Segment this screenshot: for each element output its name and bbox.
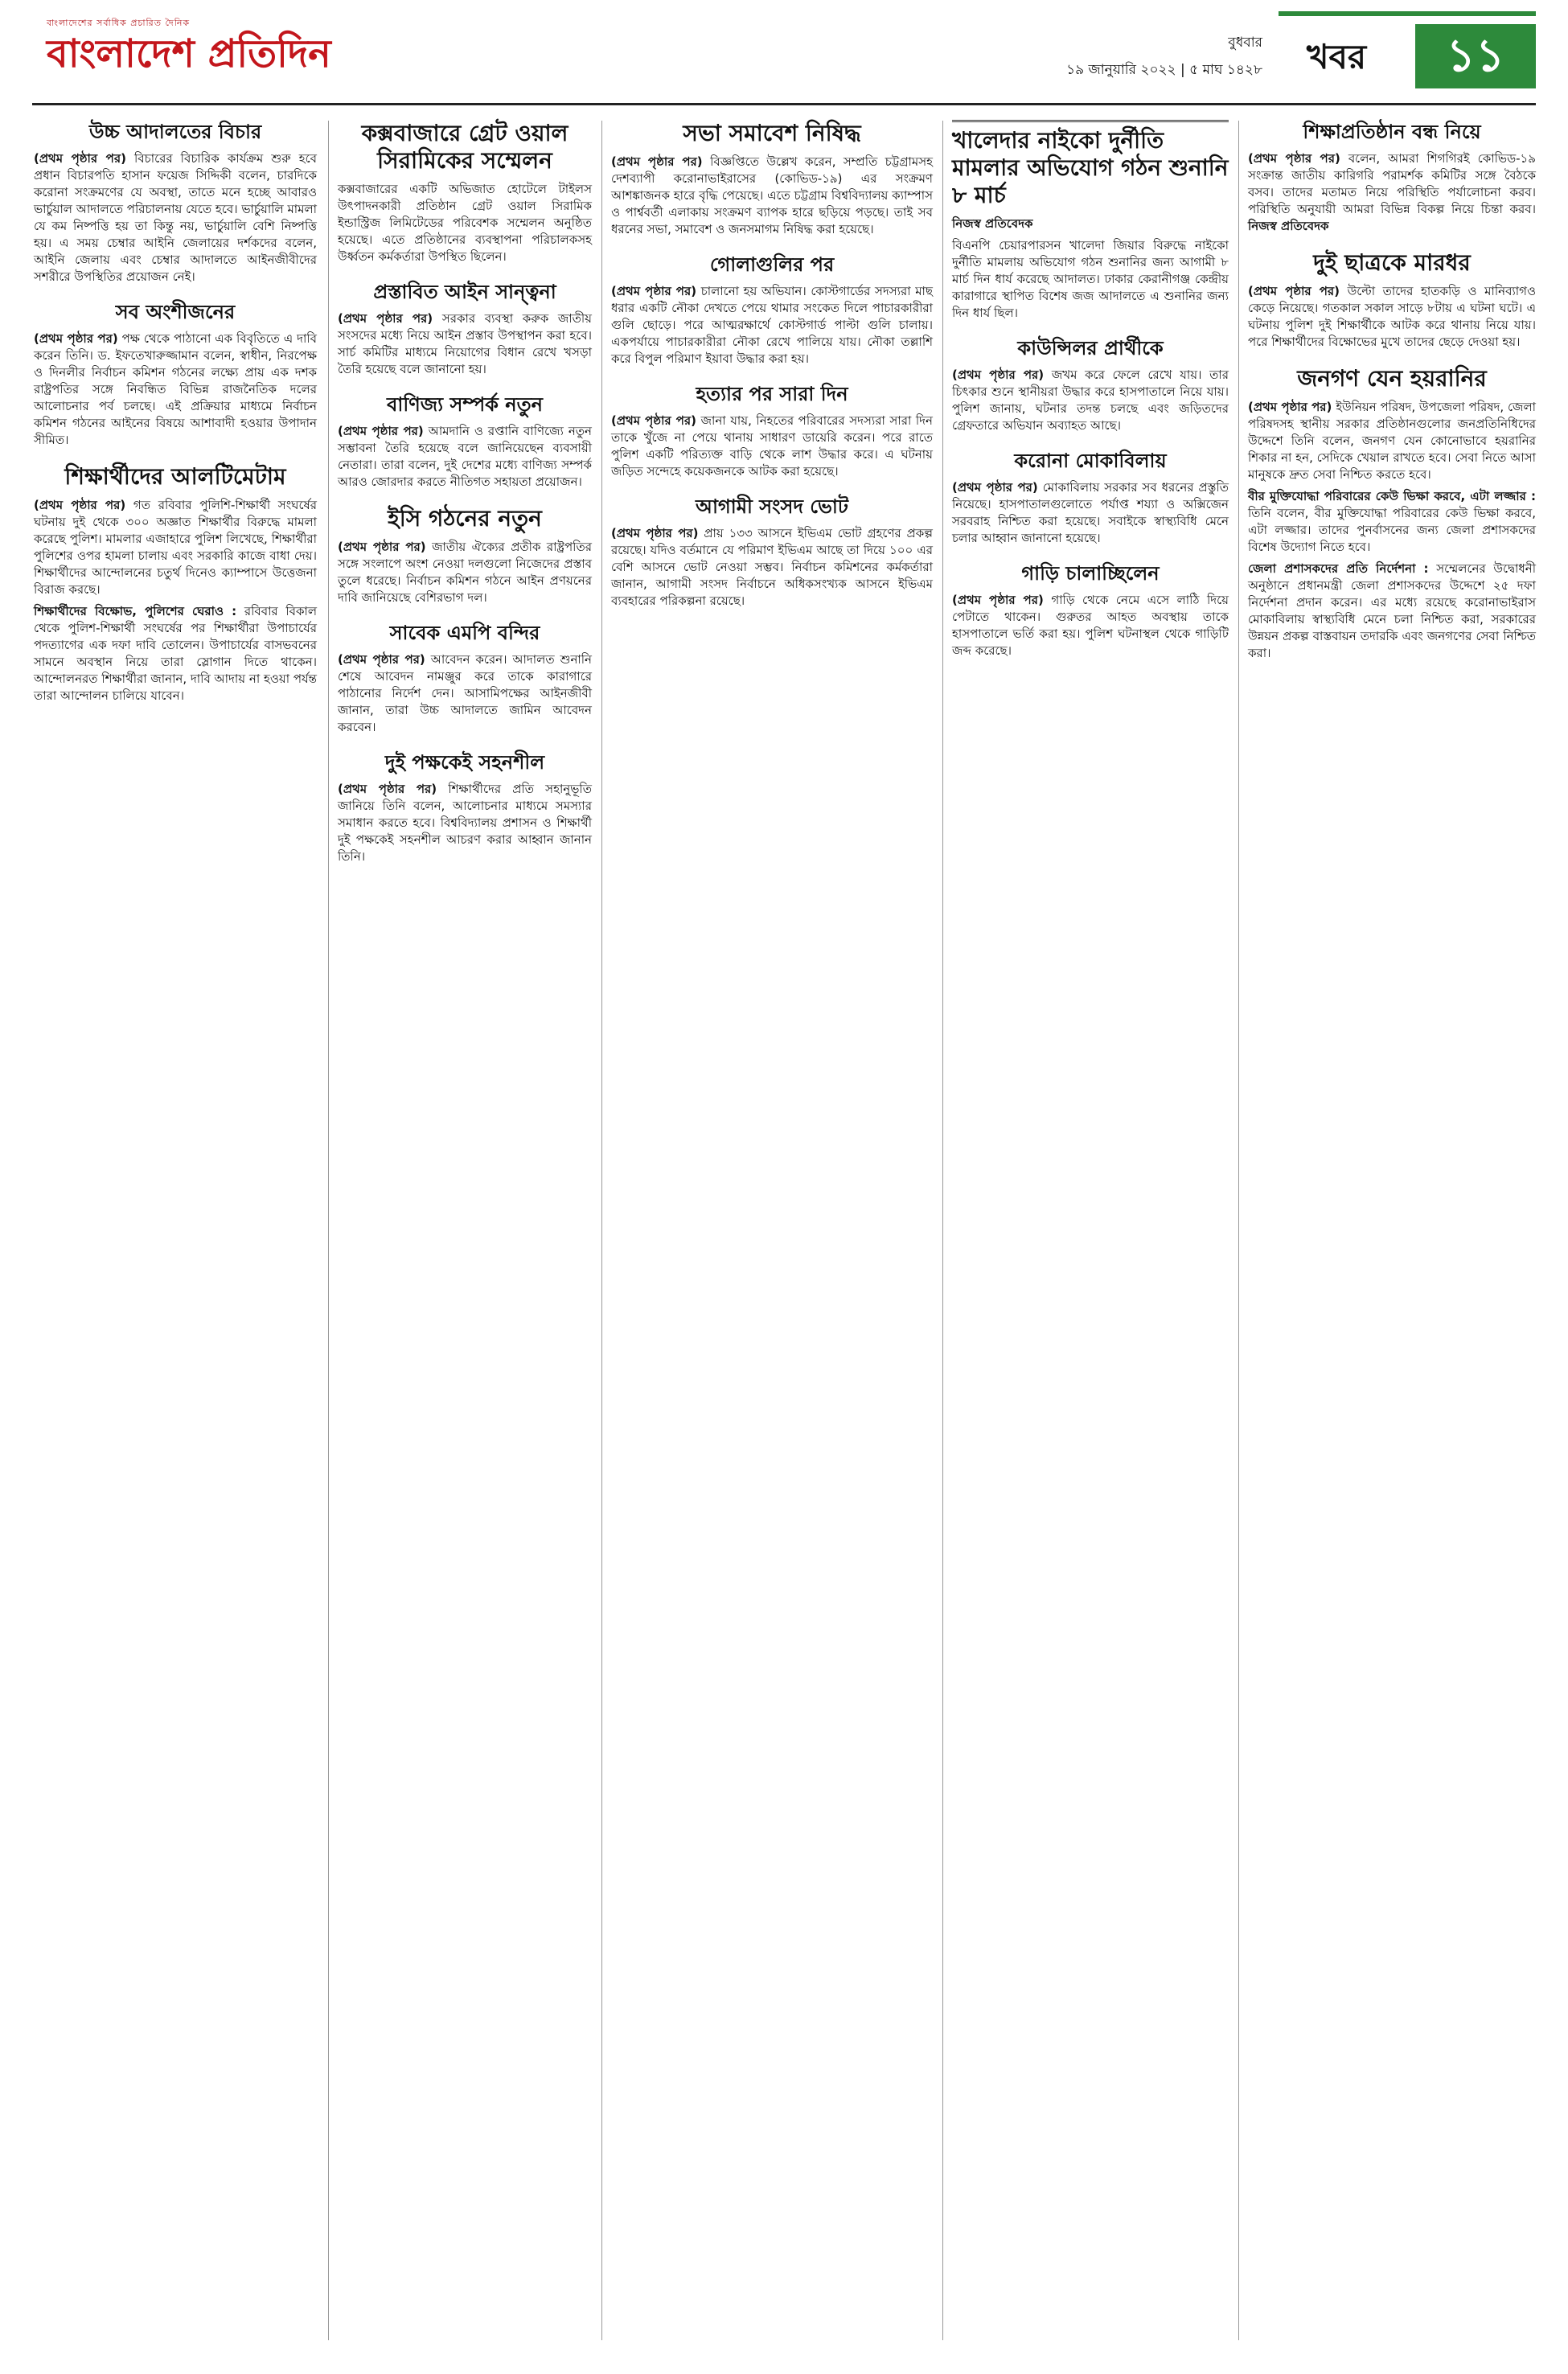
paper-name: বাংলাদেশ প্রতিদিন: [47, 31, 331, 76]
article-body: চালানো হয় অভিযান। কোস্টগার্ডের সদস্যরা মাছ ধরার একটি নৌকা দেখতে পেয়ে থামার সংকেত দিলে পাচারকারীরা গুলি ছোড়ে। পরে আত্মরক্ষার্থে কোস্টগার্ড পাল্টা গুলি চালায়। একপর্যায়ে পাচারকারীরা নৌকা রেখে পালিয়ে যায়। নৌকা তল্লাশি করে বিপুল পরিমাণ ইয়াবা উদ্ধার করা হয়।: [611, 284, 933, 366]
continuation-label: (প্রথম পৃষ্ঠার পর): [338, 782, 437, 796]
subheading: বীর মুক্তিযোদ্ধা পরিবারের কেউ ভিক্ষা করবে, এটা লজ্জার :: [1248, 489, 1536, 503]
headline[interactable]: কক্সবাজারে গ্রেট ওয়াল সিরামিকের সম্মেলন: [361, 120, 569, 174]
issue-date: ১৯ জানুয়ারি ২০২২ | ৫ মাঘ ১৪২৮: [1066, 62, 1262, 78]
article-body: জানা যায়, নিহতের পরিবারের সদস্যরা সারা দিন তাকে খুঁজে না পেয়ে থানায় সাধারণ ডায়েরি করেন। পরে রাতে পুলিশ একটি পরিত্যক্ত বাড়ি থেকে লাশ উদ্ধার করে। এ ঘটনায় জড়িত সন্দেহে কয়েকজনকে আটক করা হয়েছে।: [611, 413, 933, 478]
article-next-election: [611, 495, 933, 610]
article-gunfight: [611, 253, 933, 368]
headline[interactable]: করোনা মোকাবিলায়: [1014, 449, 1167, 472]
article-body: সরকার ব্যবস্থা করুক জাতীয় সংসদের মধ্যে নিয়ে আইন প্রস্তাব উপস্থাপন করা হবে। সার্চ কমিটির মাধ্যমে নিয়োগের বিধান রেখে খসড়া তৈরি হয়েছে বলে জানানো হয়।: [338, 311, 592, 376]
masthead-rule: [32, 103, 1536, 105]
continuation-label: (প্রথম পৃষ্ঠার পর): [611, 154, 703, 169]
article-court-trial: [34, 120, 317, 285]
continuation-label: (প্রথম পৃষ্ঠার পর): [952, 593, 1044, 607]
headline[interactable]: জনগণ যেন হয়রানির: [1297, 365, 1487, 392]
continuation-label: (প্রথম পৃষ্ঠার পর): [611, 526, 699, 540]
article-body: শিক্ষার্থীদের প্রতি সহানুভূতি জানিয়ে তিনি বলেন, আলোচনার মাধ্যমে সমস্যার সমাধান করতে হবে। বিশ্ববিদ্যালয় প্রশাসন ও শিক্ষার্থী দুই পক্ষকেই সহনশীল আচরণ করার আহ্বান জানান তিনি।: [338, 782, 592, 864]
column-divider: [942, 121, 943, 2340]
article-corona-response: [952, 449, 1229, 547]
continuation-label: (প্রথম পৃষ্ঠার পর): [34, 151, 126, 166]
continuation-label: (প্রথম পৃষ্ঠার পর): [338, 652, 425, 667]
article-body: সম্মেলনের উদ্বোধনী অনুষ্ঠানে প্রধানমন্ত্রী জেলা প্রশাসকদের উদ্দেশে ২৫ দফা নির্দেশনা প্রদান করেন। এর মধ্যে রয়েছে করোনাভাইরাস মোকাবিলায় স্বাস্থ্যবিধি মেনে চলা নিশ্চিত করা, সরকারের উন্নয়ন প্রকল্প বাস্তবায়ন তদারকি এবং জনগণের সেবা নিশ্চিত করা।: [1248, 561, 1536, 660]
masthead: [0, 0, 1568, 121]
article-body: আমদানি ও রপ্তানি বাণিজ্যে নতুন সম্ভাবনা তৈরি হয়েছে বলে জানিয়েছেন ব্যবসায়ী নেতারা। তারা বলেন, দুই দেশের মধ্যে বাণিজ্য সম্পর্ক আরও জোরদার করতে নীতিগত সহায়তা প্রয়োজন।: [338, 424, 592, 489]
article-no-harassment: [1248, 365, 1536, 662]
article-body: উল্টো তাদের হাতকড়ি ও মানিব্যাগও কেড়ে নিয়েছে। গতকাল সকাল সাড়ে ৮টায় এ ঘটনা ঘটে। এ ঘটনায় পুলিশ দুই শিক্ষার্থীকে আটক করে থানায় নিয়ে যায়। পরে শিক্ষার্থীদের বিক্ষোভের মুখে তাদের ছেড়ে দেওয়া হয়।: [1248, 284, 1536, 349]
article-body: বিজ্ঞপ্তিতে উল্লেখ করেন, সম্প্রতি চট্টগ্রামসহ দেশব্যাপী করোনাভাইরাসের (কোভিড-১৯) এর সংক্রমণ আশঙ্কাজনক হারে বৃদ্ধি পেয়েছে। এতে চট্টগ্রাম বিশ্ববিদ্যালয় ক্যাম্পাস ও পার্শ্ববর্তী এলাকায় সংক্রমণ ব্যাপক হারে ছড়িয়ে পড়ছে। তাই সব ধরনের সভা, সমাবেশ ও জনসমাগম নিষিদ্ধ করা হয়েছে।: [611, 154, 933, 236]
subheading: শিক্ষার্থীদের বিক্ষোভ, পুলিশের ঘেরাও :: [34, 604, 237, 618]
column-4: [952, 117, 1229, 674]
column-2: [338, 117, 592, 880]
article-body: বিচারের বিচারিক কার্যক্রম শুরু হবে প্রধান বিচারপতি হাসান ফয়েজ সিদ্দিকী বলেন, চারদিকে করোনা সংক্রমণের যে অবস্থা, তাতে মনে হচ্ছে আবারও ভার্চুয়াল আদালতে পরিচালনায় যেতে হবে। ভার্চুয়ালি মামলা যে কম নিষ্পত্তি হয় তা কিন্তু নয়, ভার্চুয়ালি বেশি নিষ্পত্তি হয়। এ সময় চেম্বার আইনি জেলায়ের দৰ্শকদের বলেন, আইনি জেলায় এবং চেম্বার আদালতে আইনজীবীদের সশরীরে উপস্থিতির প্রয়োজন নেই।: [34, 151, 317, 284]
headline[interactable]: শিক্ষাপ্রতিষ্ঠান বন্ধ নিয়ে: [1303, 120, 1481, 143]
article-body: গত রবিবার পুলিশি-শিক্ষার্থী সংঘর্ষের ঘটনায় দুই থেকে ৩০০ অজ্ঞাত শিক্ষার্থীর বিরুদ্ধে মামলা করেছে পুলিশ। মামলার এজাহারে পুলিশ লিখেছে, শিক্ষার্থীরা পুলিশের ওপর হামলা চালায় এবং সরকারি কাজে বাধা দেয়। শিক্ষার্থীদের আন্দোলনের চতুর্থ দিনেও ক্যাম্পাসে উত্তেজনা বিরাজ করছে।: [34, 498, 317, 597]
continuation-label: (প্রথম পৃষ্ঠার পর): [1248, 284, 1340, 298]
article-body: ইউনিয়ন পরিষদ, উপজেলা পরিষদ, জেলা পরিষদসহ স্থানীয় সরকার প্রতিষ্ঠানগুলোর জনপ্রতিনিধিদের উদ্দেশে তিনি বলেন, জনগণ যেন কোনোভাবে হয়রানির শিকার না হন, সেদিকে খেয়াল রাখতে হবে। সেবা নিতে আসা মানুষকে দ্রুত সেবা নিশ্চিত করতে হবে।: [1248, 400, 1536, 482]
headline[interactable]: শিক্ষার্থীদের আলটিমেটাম: [64, 463, 286, 490]
logo-tagline: বাংলাদেশের সর্বাধিক প্রচারিত দৈনিক: [47, 18, 191, 28]
continuation-label: (প্রথম পৃষ্ঠার পর): [611, 284, 697, 298]
continuation-label: (প্রথম পৃষ্ঠার পর): [1248, 151, 1340, 166]
headline[interactable]: বাণিজ্য সম্পর্ক নতুন: [387, 392, 543, 416]
article-body: রবিবার বিকাল থেকে পুলিশ-শিক্ষার্থী সংঘর্ষের পর শিক্ষার্থীরা উপাচার্যের পদত্যাগের এক দফা দাবি তোলেন। উপাচার্যের বাসভবনের সামনে অবস্থান নিয়ে তারা স্লোগান দিতে থাকেন। আন্দোলনরত শিক্ষার্থীরা জানান, দাবি আদায় না হওয়া পর্যন্ত তারা আন্দোলন চালিয়ে যাবেন।: [34, 604, 317, 703]
article-body: কক্সবাজারের একটি অভিজাত হোটেলে টাইলস উৎপাদনকারী প্রতিষ্ঠান গ্রেট ওয়াল সিরামিক ইন্ডাস্ট্রিজ লিমিটেডের পরিবেশক সম্মেলন অনুষ্ঠিত হয়েছে। এতে প্রতিষ্ঠানের ব্যবস্থাপনা পরিচালকসহ উর্ধ্বতন কর্মকর্তারা উপস্থিত ছিলেন।: [338, 182, 592, 264]
article-both-sides-tolerant: [338, 750, 592, 865]
column-5: [1248, 117, 1536, 676]
article-body: আবেদন করেন। আদালত শুনানি শেষে আবেদন নামঞ্জুর করে তাকে কারাগারে পাঠানোর নির্দেশ দেন। আসামিপক্ষের আইনজীবী জানান, তারা উচ্চ আদালতে জামিন আবেদন করবেন।: [338, 652, 592, 734]
column-divider: [328, 121, 329, 2340]
continuation-label: (প্রথম পৃষ্ঠার পর): [952, 368, 1045, 382]
continuation-label: (প্রথম পৃষ্ঠার পর): [338, 311, 433, 326]
article-trade-relations: [338, 392, 592, 491]
article-body: গাড়ি থেকে নেমে এসে লাঠি দিয়ে পেটাতে থাকেন। গুরুতর আহত অবস্থায় তাকে হাসপাতালে ভর্তি করা হয়। পুলিশ ঘটনাস্থল থেকে গাড়িটি জব্দ করেছে।: [952, 593, 1229, 658]
article-driving: [952, 561, 1229, 659]
continuation-label: (প্রথম পৃষ্ঠার পর): [611, 413, 697, 428]
headline[interactable]: দুই ছাত্রকে মারধর: [1313, 249, 1471, 276]
column-1: [34, 117, 317, 719]
article-body: জখম করে ফেলে রেখে যায়। তার চিৎকার শুনে স্থানীয়রা উদ্ধার করে হাসপাতালে নিয়ে যায়। পুলিশ জানায়, ঘটনার তদন্ত চলছে এবং জড়িতদের গ্রেফতারে অভিযান অব্যাহত আছে।: [952, 368, 1229, 433]
article-body: তিনি বলেন, বীর মুক্তিযোদ্ধা পরিবারের কেউ ভিক্ষা করবে, এটা লজ্জার। তাদের পুনর্বাসনের জন্য জেলা প্রশাসকদের বিশেষ উদ্যোগ নিতে হবে।: [1248, 506, 1536, 554]
weekday: বুধবার: [1228, 35, 1262, 51]
column-divider: [601, 121, 602, 2340]
byline: নিজস্ব প্রতিবেদক: [1248, 219, 1329, 233]
headline[interactable]: সব অংশীজনের: [115, 300, 236, 323]
continuation-label: (প্রথম পৃষ্ঠার পর): [34, 498, 126, 512]
article-body: বিএনপি চেয়ারপারসন খালেদা জিয়ার বিরুদ্ধে নাইকো দুর্নীতি মামলায় অভিযোগ গঠন শুনানির জন্য আগামী ৮ মার্চ দিন ধার্য করেছে আদালত। ঢাকার কেরানীগঞ্জ কেন্দ্রীয় কারাগারে স্থাপিত বিশেষ জজ আদালতে এ শুনানির জন্য দিন ধার্য ছিল।: [952, 238, 1229, 320]
article-student-ultimatum: [34, 463, 317, 704]
article-all-stakeholders: [34, 300, 317, 449]
headline[interactable]: হত্যার পর সারা দিন: [696, 382, 848, 405]
article-body: প্রায় ১৩৩ আসনে ইভিএম ভোট গ্রহণের প্রকল্প রয়েছে। যদিও বর্তমানে যে পরিমাণ ইভিএম আছে তা দিয়ে ১০০ এর বেশি আসনে ভোট নেওয়া সম্ভব। নির্বাচন কমিশনের কর্মকর্তারা জানান, আগামী সংসদ নির্বাচনে অধিকসংখ্যক আসনে ইভিএম ব্যবহারের পরিকল্পনা রয়েছে।: [611, 526, 933, 608]
article-proposed-law: [338, 280, 592, 378]
column-3: [611, 117, 933, 624]
newspaper-logo: [47, 16, 331, 76]
article-body: বলেন, আমরা শিগগিরই কোভিড-১৯ সংক্রান্ত জাতীয় কারিগরি পরামর্শক কমিটির সঙ্গে বৈঠকে বসব। তাদের মতামত নিয়ে পরিস্থিতি পর্যালোচনা করব। পরিস্থিতি অনুযায়ী আমরা বিভিন্ন বিকল্প নিয়ে চিন্তা করব।: [1248, 151, 1536, 216]
subheading: জেলা প্রশাসকদের প্রতি নির্দেশনা :: [1248, 561, 1429, 576]
article-ec-formation: [338, 505, 592, 606]
headline[interactable]: কাউন্সিলর প্রার্থীকে: [1017, 336, 1164, 359]
headline[interactable]: আগামী সংসদ ভোট: [696, 495, 848, 518]
continuation-label: (প্রথম পৃষ্ঠার পর): [338, 540, 426, 554]
article-councillor-candidate: [952, 336, 1229, 434]
byline: নিজস্ব প্রতিবেদক: [952, 216, 1033, 231]
continuation-label: (প্রথম পৃষ্ঠার পর): [34, 331, 118, 346]
column-divider: [1238, 121, 1239, 2340]
article-body: জাতীয় ঐক্যের প্রতীক রাষ্ট্রপতির সঙ্গে সংলাপে অংশ নেওয়া দলগুলো নিজেদের প্রস্তাব তুলে ধরেছে। নির্বাচন কমিশন গঠনে আইন প্রণয়নের দাবি জানিয়েছে বেশিরভাগ দল।: [338, 540, 592, 605]
article-two-students-beaten: [1248, 249, 1536, 351]
headline[interactable]: সাবেক এমপি বন্দির: [389, 621, 540, 644]
article-school-closure: [1248, 120, 1536, 235]
continuation-label: (প্রথম পৃষ্ঠার পর): [952, 480, 1038, 495]
section-name: খবর: [1307, 37, 1367, 76]
article-former-mp: [338, 621, 592, 736]
article-niko-case: [952, 120, 1229, 322]
headline[interactable]: গোলাগুলির পর: [709, 253, 835, 276]
date-block: [1021, 32, 1262, 82]
headline[interactable]: খালেদার নাইকো দুর্নীতি মামলার অভিযোগ গঠন শুনানি ৮ মার্চ: [952, 120, 1229, 209]
headline[interactable]: গাড়ি চালাচ্ছিলেন: [1021, 561, 1160, 585]
headline[interactable]: উচ্চ আদালতের বিচার: [88, 120, 262, 143]
article-after-murder: [611, 382, 933, 480]
article-great-wall-ceramic: [338, 120, 592, 265]
article-body: পক্ষ থেকে পাঠানো এক বিবৃতিতে এ দাবি করেন তিনি। ড. ইফতেখারুজ্জামান বলেন, স্বাধীন, নিরপেক্ষ ও দিনলীর নির্বাচন কমিশন গঠনের লক্ষ্যে প্রায় এক দশক রাষ্ট্রপতির সঙ্গে নিবন্ধিত বিভিন্ন রাজনৈতিক দলের আলোচনার পর্ব চলছে। এই প্রক্রিয়ার মাধ্যমে নির্বাচন কমিশন গঠনের আইনের বিষয়ে আশাবাদী হওয়ার উপাদান সীমিত।: [34, 331, 317, 447]
continuation-label: (প্রথম পৃষ্ঠার পর): [1248, 400, 1332, 414]
article-rally-ban: [611, 120, 933, 238]
headline[interactable]: ইসি গঠনের নতুন: [388, 505, 542, 532]
page-number: ১১: [1415, 24, 1536, 88]
headline[interactable]: দুই পক্ষকেই সহনশীল: [384, 750, 545, 774]
headline[interactable]: প্রস্তাবিত আইন সান্ত্বনা: [373, 280, 556, 303]
headline[interactable]: সভা সমাবেশ নিষিদ্ধ: [683, 120, 861, 146]
section-accent-line: [1279, 11, 1536, 16]
continuation-label: (প্রথম পৃষ্ঠার পর): [338, 424, 424, 438]
article-body: মোকাবিলায় সরকার সব ধরনের প্রস্তুতি নিয়েছে। হাসপাতালগুলোতে পর্যাপ্ত শয্যা ও অক্সিজেন সরবরাহ নিশ্চিত করা হয়েছে। সবাইকে স্বাস্থ্যবিধি মেনে চলার আহ্বান জানানো হয়েছে।: [952, 480, 1229, 545]
